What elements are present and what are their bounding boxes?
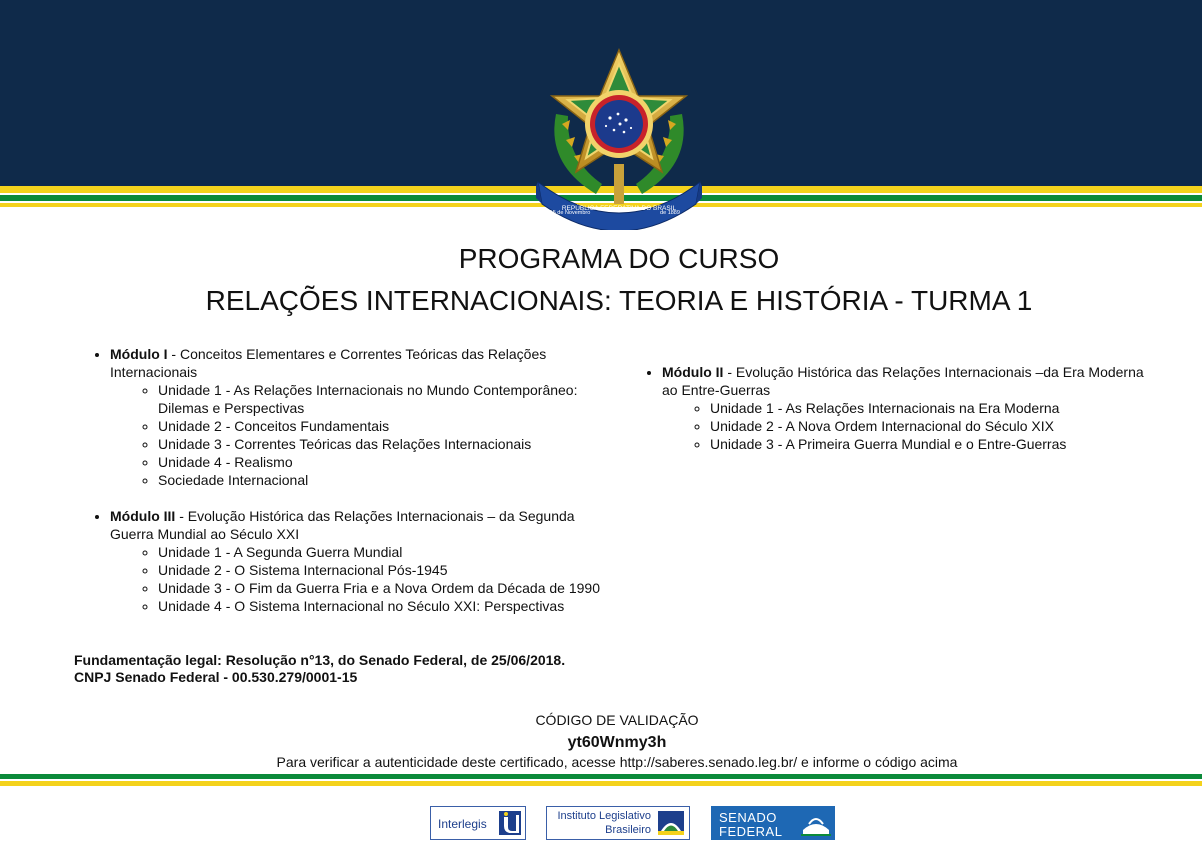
module-name: Módulo III xyxy=(110,508,176,524)
module-description: - Evolução Histórica das Relações Internacionais –da Era Moderna ao Entre-Guerras xyxy=(662,364,1144,398)
ribbon-date-left: 15 de Novembro xyxy=(549,210,591,216)
validation-code: yt60Wnmy3h xyxy=(567,734,667,751)
modules-right-column xyxy=(648,363,1158,471)
unit-item: ◦ Unidade 3 - A Primeira Guerra Mundial e o Entre-Guerras xyxy=(710,435,1158,453)
ilb-logo-text-line1: Instituto Legislativo xyxy=(557,810,651,822)
module-item xyxy=(110,507,616,615)
footer-stripe-yellow xyxy=(0,781,1202,786)
module-description: - Evolução Histórica das Relações Internacionais – da Segunda Guerra Mundial ao Século XXI xyxy=(110,508,575,542)
unit-item: ◦ Unidade 3 - O Fim da Guerra Fria e a Nova Ordem da Década de 1990 xyxy=(158,579,616,597)
legal-resolution: Fundamentação legal: Resolução n°13, do Senado Federal, de 25/06/2018. xyxy=(74,652,566,668)
senado-logo-text-line2: FEDERAL xyxy=(719,824,783,839)
module-name: Módulo I xyxy=(110,346,168,362)
program-title: PROGRAMA DO CURSO xyxy=(458,243,780,274)
senado-building-icon xyxy=(801,810,831,836)
module-item xyxy=(662,363,1158,453)
ribbon-date-right: de 1889 xyxy=(660,210,680,216)
senado-logo-text-line1: SENADO xyxy=(719,810,777,825)
unit-item: ◦ Unidade 2 - A Nova Ordem Internacional do Século XIX xyxy=(710,417,1158,435)
interlegis-logo xyxy=(430,806,526,840)
module-description: - Conceitos Elementares e Correntes Teóricas das Relações Internacionais xyxy=(110,346,547,380)
unit-item: ◦ Unidade 3 - Correntes Teóricas das Relações Internacionais xyxy=(158,435,616,453)
senado-federal-logo xyxy=(711,806,835,840)
interlegis-logo-text: Interlegis xyxy=(438,817,487,831)
course-title: RELAÇÕES INTERNACIONAIS: TEORIA E HISTÓRIA - TURMA 1 xyxy=(205,285,1033,316)
unit-item: ◦ Unidade 1 - As Relações Internacionais no Mundo Contemporâneo: Dilemas e Perspectivas xyxy=(158,381,616,417)
legal-cnpj: CNPJ Senado Federal - 00.530.279/0001-15 xyxy=(74,669,358,685)
module-name: Módulo II xyxy=(662,364,724,380)
interlegis-mark-icon xyxy=(499,811,521,835)
ilb-logo xyxy=(546,806,690,840)
ribbon-text: REPÚBLICA FEDERATIVA DO BRASIL xyxy=(561,205,677,212)
unit-item: ◦ Unidade 1 - A Segunda Guerra Mundial xyxy=(158,543,616,561)
unit-item: ◦ Unidade 1 - As Relações Internacionais na Era Moderna xyxy=(710,399,1158,417)
brazil-coat-of-arms-icon xyxy=(536,44,702,230)
unit-item: ◦ Unidade 4 - Realismo xyxy=(158,453,616,471)
unit-item: ◦ Unidade 2 - O Sistema Internacional Pós-1945 xyxy=(158,561,616,579)
modules-left-column xyxy=(96,345,616,633)
validation-label: CÓDIGO DE VALIDAÇÃO xyxy=(535,712,699,728)
unit-item: ◦ Sociedade Internacional xyxy=(158,471,616,489)
unit-item: ◦ Unidade 4 - O Sistema Internacional no Século XXI: Perspectivas xyxy=(158,597,616,615)
legal-basis xyxy=(74,652,565,686)
module-item xyxy=(110,345,616,489)
footer-stripe-green xyxy=(0,774,1202,779)
validation-note: Para verificar a autenticidade deste certificado, acesse http://saberes.senado.leg.br/ e informe o código acima xyxy=(276,754,958,770)
ilb-logo-text-line2: Brasileiro xyxy=(605,824,651,836)
ilb-mark-icon xyxy=(658,811,684,835)
unit-item: ◦ Unidade 2 - Conceitos Fundamentais xyxy=(158,417,616,435)
